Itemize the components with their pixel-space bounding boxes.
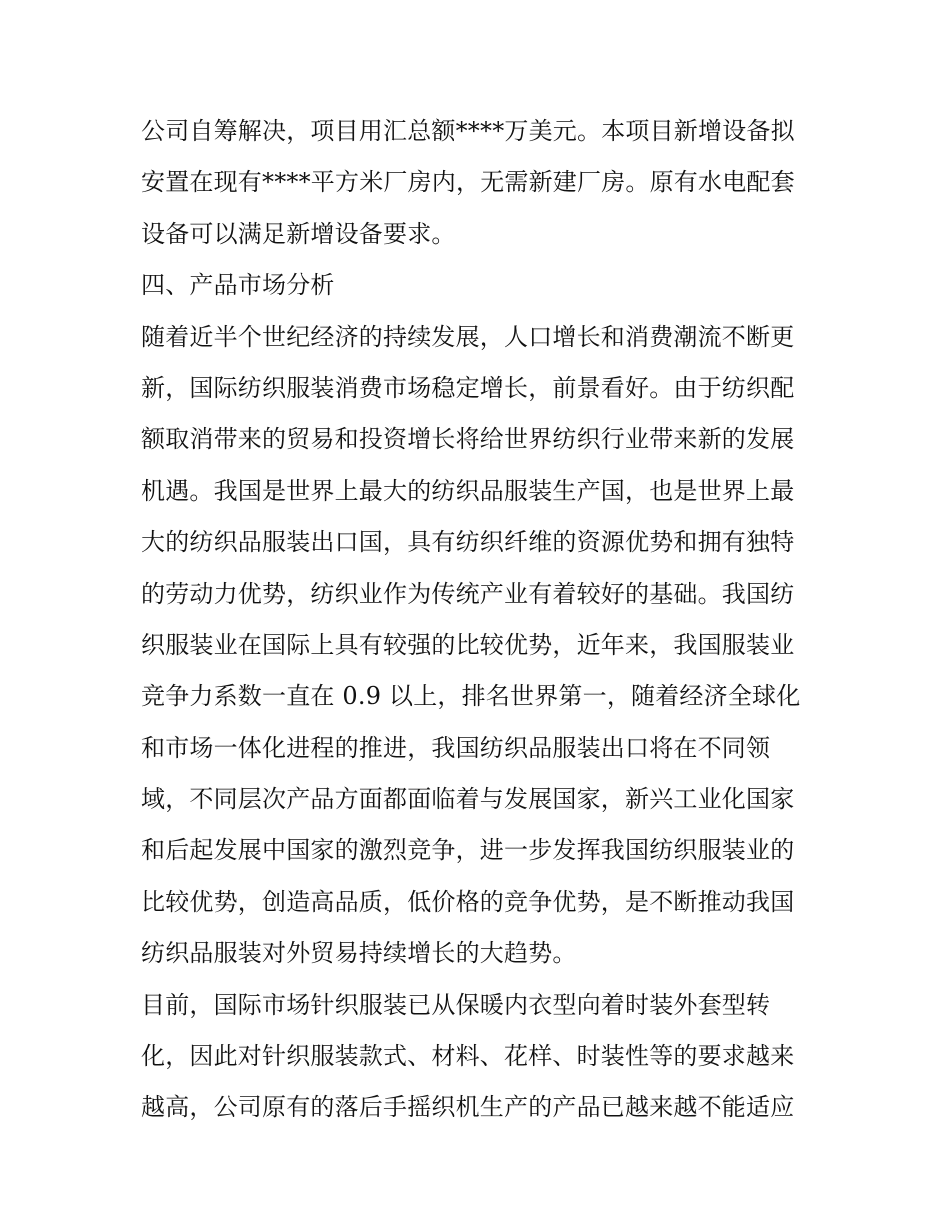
text-line: 目前，国际市场针织服装已从保暖内衣型向着时装外套型转	[141, 990, 771, 1019]
text-line: 额取消带来的贸易和投资增长将给世界纺织行业带来新的发展	[141, 425, 795, 454]
text-line: 越高，公司原有的落后手摇织机生产的产品已越来越不能适应	[141, 1093, 795, 1122]
text-line: 设备可以满足新增设备要求。	[141, 219, 456, 248]
text-line: 比较优势，创造高品质，低价格的竞争优势，是不断推动我国	[141, 887, 795, 916]
text-line: 机遇。我国是世界上最大的纺织品服装生产国，也是世界上最	[141, 476, 795, 505]
text-line: 和市场一体化进程的推进，我国纺织品服装出口将在不同领	[141, 733, 771, 762]
text-line: 安置在现有****平方米厂房内，无需新建厂房。原有水电配套	[141, 168, 795, 197]
text-line: 公司自筹解决，项目用汇总额****万美元。本项目新增设备拟	[141, 117, 795, 145]
section-heading: 四、产品市场分析	[141, 271, 335, 300]
text-line: 大的纺织品服装出口国，具有纺织纤维的资源优势和拥有独特	[141, 528, 795, 557]
text-line: 织服装业在国际上具有较强的比较优势，近年来，我国服装业	[141, 630, 795, 659]
text-line: 纺织品服装对外贸易持续增长的大趋势。	[141, 939, 577, 968]
text-line: 域，不同层次产品方面都面临着与发展国家，新兴工业化国家	[141, 785, 795, 814]
text-line: 竞争力系数一直在 0.9 以上，排名世界第一，随着经济全球化	[141, 682, 801, 711]
text-line: 随着近半个世纪经济的持续发展，人口增长和消费潮流不断更	[141, 322, 795, 351]
text-line: 化，因此对针织服装款式、材料、花样、时装性等的要求越来	[141, 1042, 795, 1071]
document-body	[141, 106, 816, 1134]
text-line: 的劳动力优势，纺织业作为传统产业有着较好的基础。我国纺	[141, 579, 795, 608]
text-line: 新，国际纺织服装消费市场稳定增长，前景看好。由于纺织配	[141, 373, 795, 402]
text-line: 和后起发展中国家的激烈竞争，进一步发挥我国纺织服装业的	[141, 836, 795, 865]
